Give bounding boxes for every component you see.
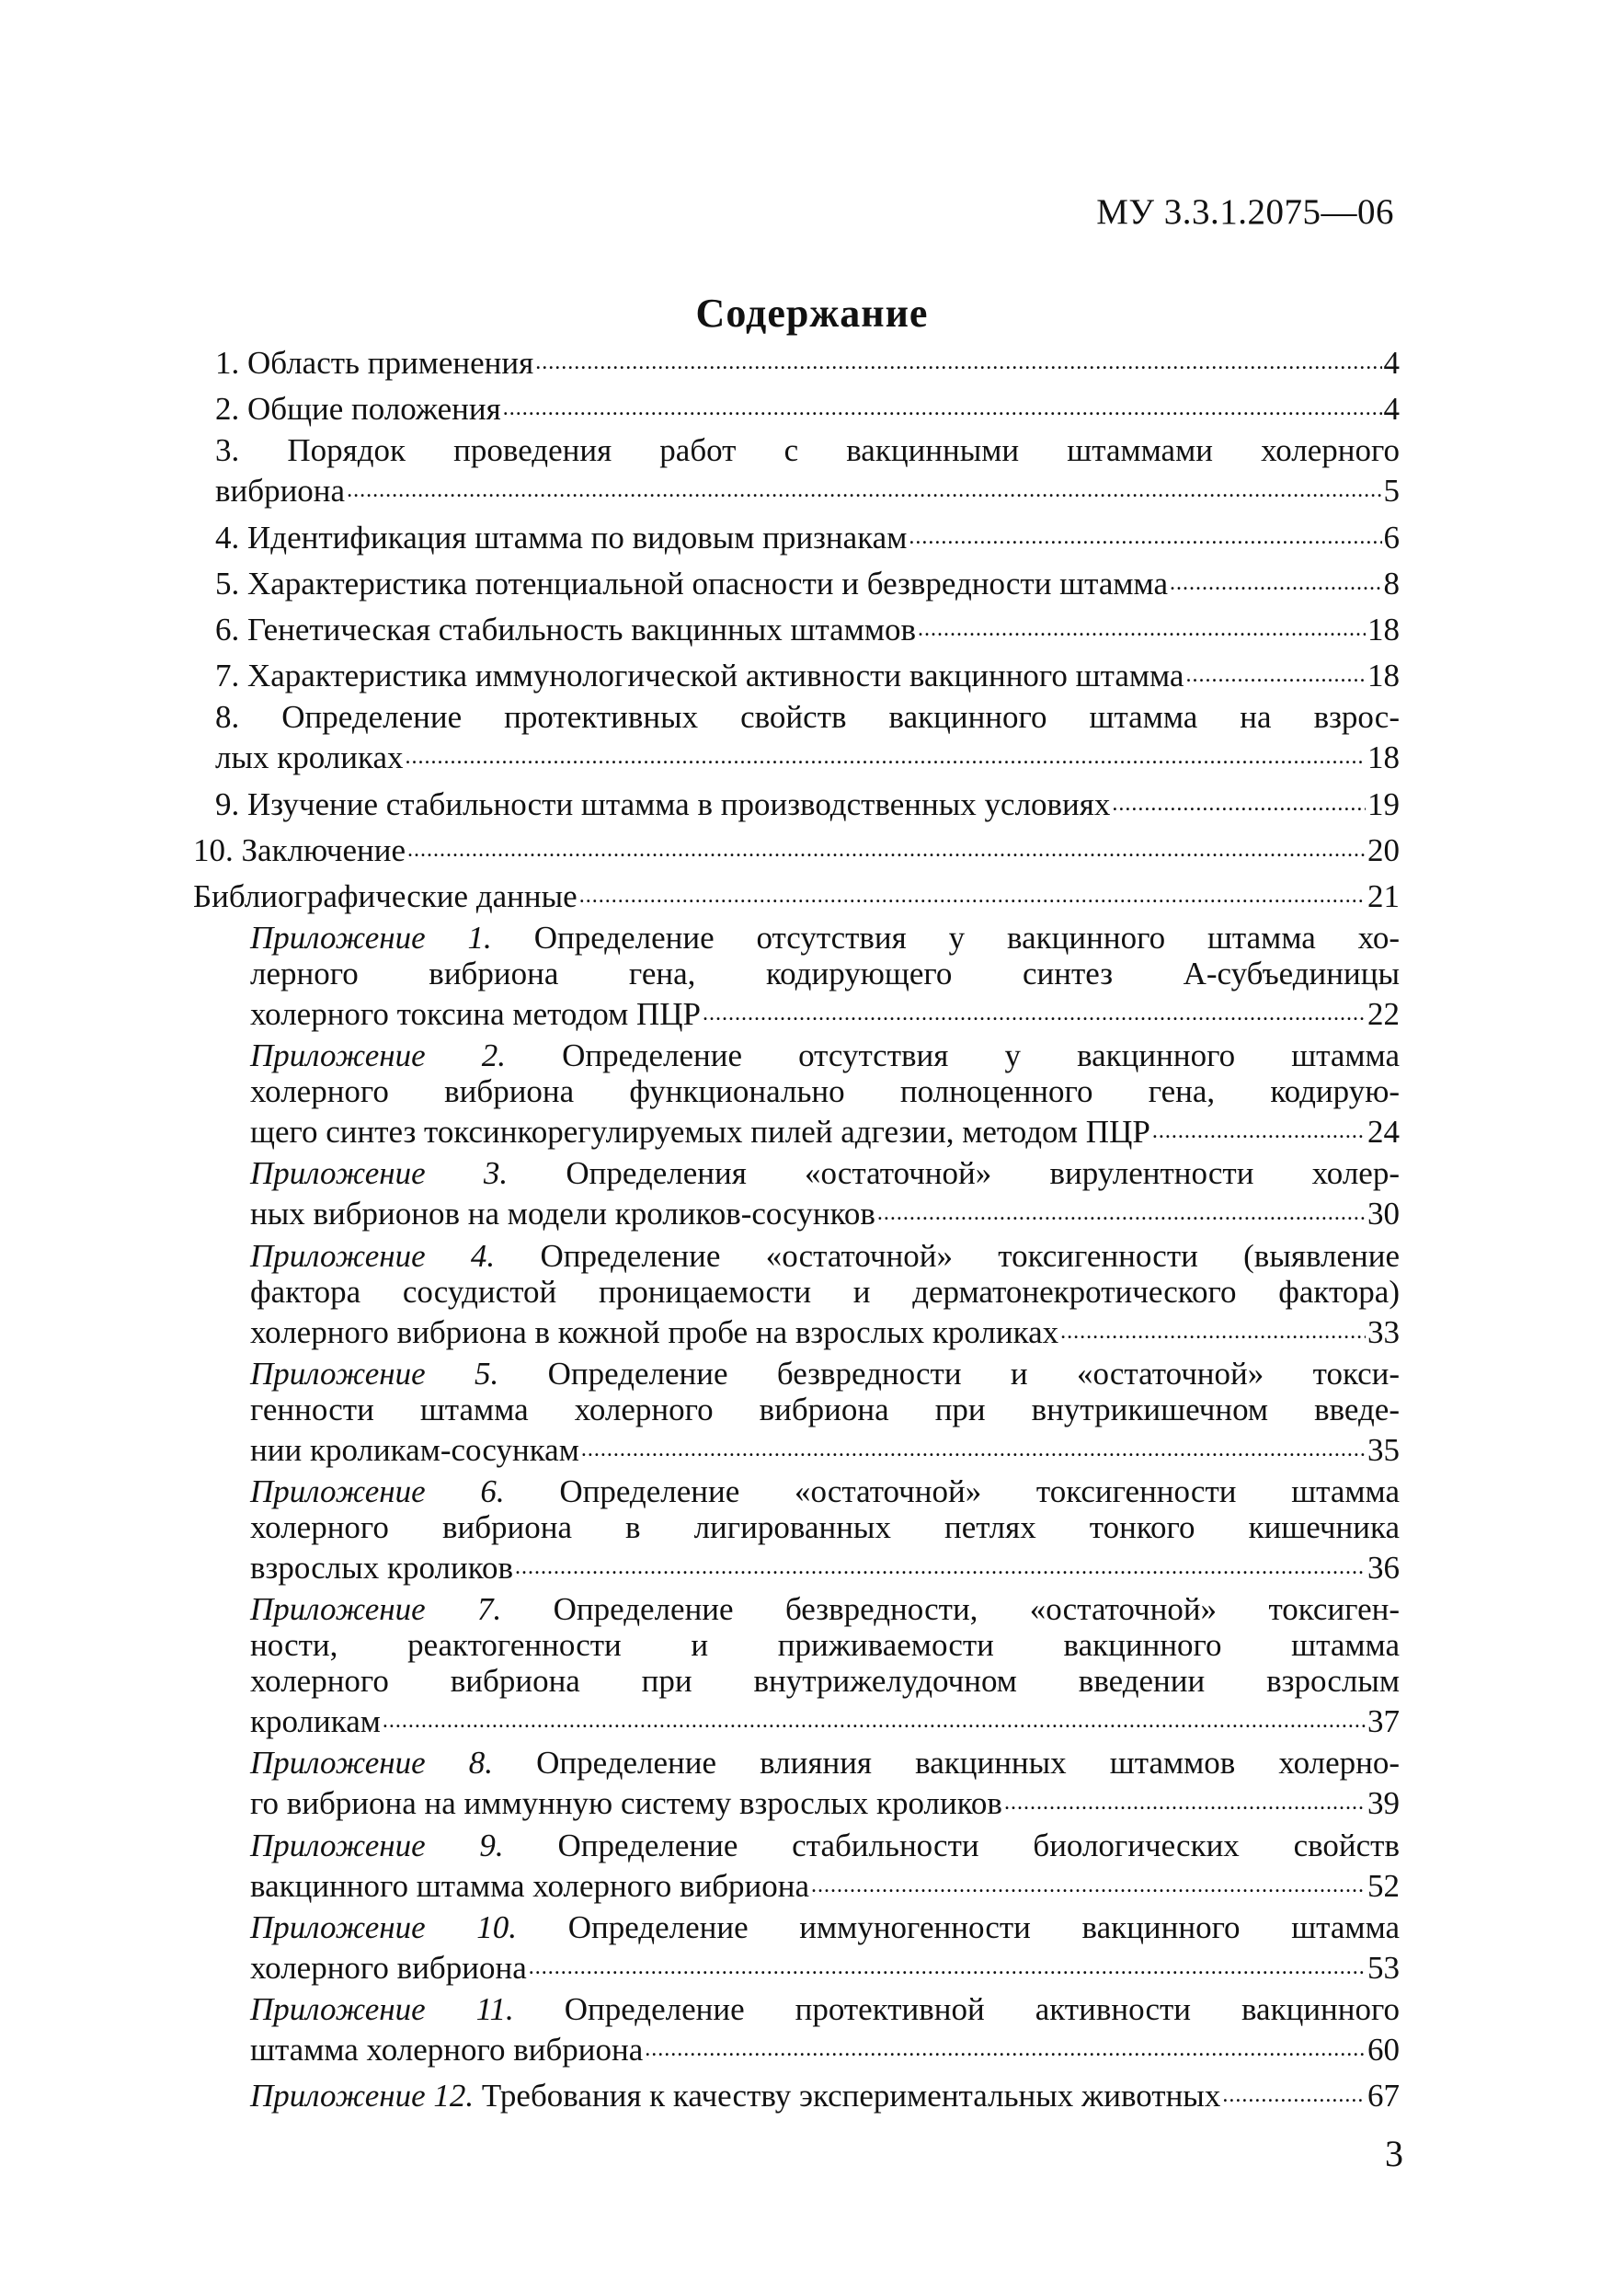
toc-entry-title: холерного вибриона xyxy=(250,1949,527,1986)
appendix-label: Приложение 9. xyxy=(250,1827,504,1863)
dot-leader xyxy=(407,828,1366,868)
toc-entry-line: Определение «остаточной» токсигенности штамма xyxy=(559,1473,1400,1509)
dot-leader xyxy=(1004,1781,1366,1821)
appendix-label: Приложение 7. xyxy=(250,1591,502,1628)
toc-page-number: 33 xyxy=(1367,1313,1400,1350)
dot-leader xyxy=(383,1699,1366,1739)
toc-entry-line: Определение отсутствия у вакцинного штамма xyxy=(562,1037,1400,1074)
toc-entry-text xyxy=(215,699,1400,735)
toc-entry[interactable] xyxy=(193,1473,1400,1586)
dot-leader xyxy=(529,1945,1366,1986)
dot-leader xyxy=(579,874,1366,914)
document-code: МУ 3.3.1.2075—06 xyxy=(1096,192,1394,232)
toc-entry-title: 5. Характеристика потенциальной опасности и безвредности штамма xyxy=(215,565,1168,602)
toc-page-number: 60 xyxy=(1367,2031,1400,2068)
appendix-label: Приложение 4. xyxy=(250,1237,496,1274)
toc-entry[interactable] xyxy=(193,920,1400,1032)
toc-page-number: 18 xyxy=(1367,658,1400,694)
toc-entry[interactable] xyxy=(193,1828,1400,1904)
dot-leader xyxy=(645,2027,1366,2068)
toc-entry[interactable] xyxy=(193,607,1400,647)
toc-entry-text xyxy=(250,920,1400,991)
toc-entry-line: Определение «остаточной» токсигенности (выявление xyxy=(540,1237,1400,1274)
toc-page-number: 19 xyxy=(1367,785,1400,822)
toc-page-number: 35 xyxy=(1367,1431,1400,1468)
toc-page-number: 67 xyxy=(1367,2078,1400,2114)
toc-page-number: 52 xyxy=(1367,1867,1400,1904)
toc-entry-title: холерного токсина методом ПЦР xyxy=(250,996,701,1033)
toc-entry-line: Определение протективной активности вакцинного xyxy=(564,1990,1400,2027)
toc-entry[interactable] xyxy=(193,1991,1400,2068)
toc-entry-line: фактора сосудистой проницаемости и дерматонекротического фактора) xyxy=(250,1273,1400,1310)
toc-entry-line: 3. Порядок проведения работ с вакцинными штаммами холерного xyxy=(215,432,1400,469)
toc-page-number: 37 xyxy=(1367,1703,1400,1740)
toc-entry-title: кроликам xyxy=(250,1703,381,1740)
toc-entry[interactable] xyxy=(193,386,1400,427)
dot-leader xyxy=(811,1863,1366,1904)
toc-entry-title: штамма холерного вибриона xyxy=(250,2031,644,2068)
toc-entry-line: Определение отсутствия у вакцинного штамма хо- xyxy=(533,920,1400,957)
toc-entry-text xyxy=(250,1991,1400,2027)
toc-entry[interactable] xyxy=(193,699,1400,775)
page-title: Содержание xyxy=(695,291,929,336)
appendix-label: Приложение 12. xyxy=(250,2078,475,2114)
toc-entry-line: ности, реактогенности и приживаемости вакцинного штамма xyxy=(250,1627,1400,1664)
appendix-label: Приложение 6. xyxy=(250,1473,505,1509)
dot-leader xyxy=(1170,561,1382,602)
dot-leader xyxy=(1222,2073,1366,2114)
toc-page-number: 18 xyxy=(1367,611,1400,647)
dot-leader xyxy=(581,1427,1366,1468)
toc-entry-title: 1. Область применения xyxy=(215,345,534,381)
dot-leader xyxy=(503,386,1382,427)
toc-entry-text xyxy=(250,1591,1400,1699)
appendix-label: Приложение 8. xyxy=(250,1745,493,1782)
toc-entry[interactable] xyxy=(193,1356,1400,1468)
toc-page-number: 22 xyxy=(1367,996,1400,1033)
toc-entry-title: Требования к качеству экспериментальных животных xyxy=(481,2078,1221,2114)
toc-entry[interactable] xyxy=(193,1745,1400,1821)
toc-entry-line: генности штамма холерного вибриона при внутрикишечном введе- xyxy=(250,1391,1400,1427)
appendix-label: Приложение 1. xyxy=(250,920,492,957)
page-number: 3 xyxy=(1385,2133,1403,2174)
toc-entry-line: Определения «остаточной» вирулентности холер- xyxy=(566,1155,1400,1192)
appendix-label: Приложение 3. xyxy=(250,1155,509,1192)
toc-page-number: 5 xyxy=(1383,473,1400,510)
dot-leader xyxy=(515,1545,1366,1586)
toc-entry-text xyxy=(250,1238,1400,1310)
toc-entry-title: 4. Идентификация штамма по видовым признакам xyxy=(215,519,908,556)
toc-entry-title: взрослых кроликов xyxy=(250,1550,513,1586)
toc-entry-title: 10. Заключение xyxy=(193,831,406,868)
toc-page-number: 30 xyxy=(1367,1196,1400,1232)
toc-entry-line: лерного вибриона гена, кодирующего синтез А-субъединицы xyxy=(250,956,1400,992)
toc-entry-line: Определение влияния вакцинных штаммов холерно- xyxy=(536,1745,1400,1782)
toc-entry-line: Определение безвредности и «остаточной» токси- xyxy=(547,1355,1400,1392)
toc-page-number: 4 xyxy=(1383,391,1400,428)
toc-entry-title: нии кроликам-сосункам xyxy=(250,1431,579,1468)
toc-page-number: 4 xyxy=(1383,345,1400,381)
toc-page-number: 18 xyxy=(1367,739,1400,776)
toc-entry-title: холерного вибриона в кожной пробе на взрослых кроликах xyxy=(250,1313,1059,1350)
toc-entry-title: 7. Характеристика иммунологической активности вакцинного штамма xyxy=(215,658,1184,694)
toc-page-number: 39 xyxy=(1367,1785,1400,1822)
toc-entry[interactable] xyxy=(193,1155,1400,1232)
toc-entry-title: 2. Общие положения xyxy=(215,391,501,428)
toc-entry-title: Библиографические данные xyxy=(193,877,578,914)
toc-entry-title: 6. Генетическая стабильность вакцинных штаммов xyxy=(215,611,917,647)
toc-entry-text xyxy=(250,1155,1400,1191)
toc-page-number: 21 xyxy=(1367,877,1400,914)
toc-page-number: 20 xyxy=(1367,831,1400,868)
appendix-label: Приложение 11. xyxy=(250,1990,514,2027)
toc-entry[interactable] xyxy=(193,515,1400,556)
appendix-label: Приложение 2. xyxy=(250,1037,506,1074)
toc-entry-title: ных вибрионов на модели кроликов-сосунков xyxy=(250,1196,875,1232)
toc-page-number: 6 xyxy=(1383,519,1400,556)
toc-entry-text xyxy=(215,432,1400,468)
toc-entry-text xyxy=(250,1745,1400,1781)
dot-leader xyxy=(918,607,1366,647)
toc-entry-title: вакцинного штамма холерного вибриона xyxy=(250,1867,810,1904)
toc-entry-line: 8. Определение протективных свойств вакцинного штамма на взрос- xyxy=(215,699,1400,736)
dot-leader xyxy=(405,735,1366,775)
dot-leader xyxy=(909,515,1381,556)
toc-entry-title: го вибриона на иммунную систему взрослых кроликов xyxy=(250,1785,1002,1822)
toc-entry[interactable] xyxy=(193,340,1400,381)
toc-entry-line: Определение безвредности, «остаточной» токсиген- xyxy=(553,1591,1400,1628)
toc-entry-line: холерного вибриона в лигированных петлях тонкого кишечника xyxy=(250,1509,1400,1545)
toc-page-number: 53 xyxy=(1367,1949,1400,1986)
toc-entry[interactable] xyxy=(193,1591,1400,1739)
dot-leader xyxy=(1185,653,1366,693)
toc-entry-text xyxy=(250,1473,1400,1545)
toc-entry[interactable] xyxy=(193,653,1400,693)
toc-entry-line: Определение иммуногенности вакцинного штамма xyxy=(567,1908,1400,1945)
table-of-contents xyxy=(193,340,1400,2119)
toc-entry-title: вибриона xyxy=(215,473,346,510)
toc-page-number: 24 xyxy=(1367,1114,1400,1151)
dot-leader xyxy=(1060,1310,1366,1350)
toc-entry[interactable] xyxy=(193,1037,1400,1150)
appendix-label: Приложение 5. xyxy=(250,1355,499,1392)
toc-entry[interactable] xyxy=(193,782,1400,822)
toc-entry[interactable] xyxy=(193,2073,1400,2114)
toc-entry[interactable] xyxy=(193,874,1400,914)
toc-entry-text xyxy=(250,1828,1400,1863)
toc-entry[interactable] xyxy=(193,828,1400,868)
dot-leader xyxy=(347,468,1381,509)
toc-entry-text xyxy=(250,1909,1400,1945)
toc-entry-text xyxy=(250,1037,1400,1109)
toc-entry[interactable] xyxy=(193,561,1400,602)
toc-entry[interactable] xyxy=(193,432,1400,509)
dot-leader xyxy=(703,991,1366,1032)
dot-leader xyxy=(535,340,1381,381)
toc-page-number: 36 xyxy=(1367,1550,1400,1586)
toc-entry[interactable] xyxy=(193,1909,1400,1986)
toc-entry[interactable] xyxy=(193,1238,1400,1350)
toc-entry-text xyxy=(250,1356,1400,1427)
toc-entry-title: 9. Изучение стабильности штамма в производственных условиях xyxy=(215,785,1111,822)
toc-entry-line: холерного вибриона при внутрижелудочном введении взрослым xyxy=(250,1663,1400,1700)
toc-entry-title: лых кроликах xyxy=(215,739,404,776)
appendix-label: Приложение 10. xyxy=(250,1908,518,1945)
dot-leader xyxy=(1112,782,1366,822)
toc-entry-title: щего синтез токсинкорегулируемых пилей адгезии, методом ПЦР xyxy=(250,1114,1150,1151)
toc-entry-line: холерного вибриона функционально полноценного гена, кодирую- xyxy=(250,1073,1400,1110)
toc-page-number: 8 xyxy=(1383,565,1400,602)
dot-leader xyxy=(877,1191,1366,1232)
toc-entry-line: Определение стабильности биологических свойств xyxy=(557,1827,1400,1863)
dot-leader xyxy=(1152,1109,1366,1150)
